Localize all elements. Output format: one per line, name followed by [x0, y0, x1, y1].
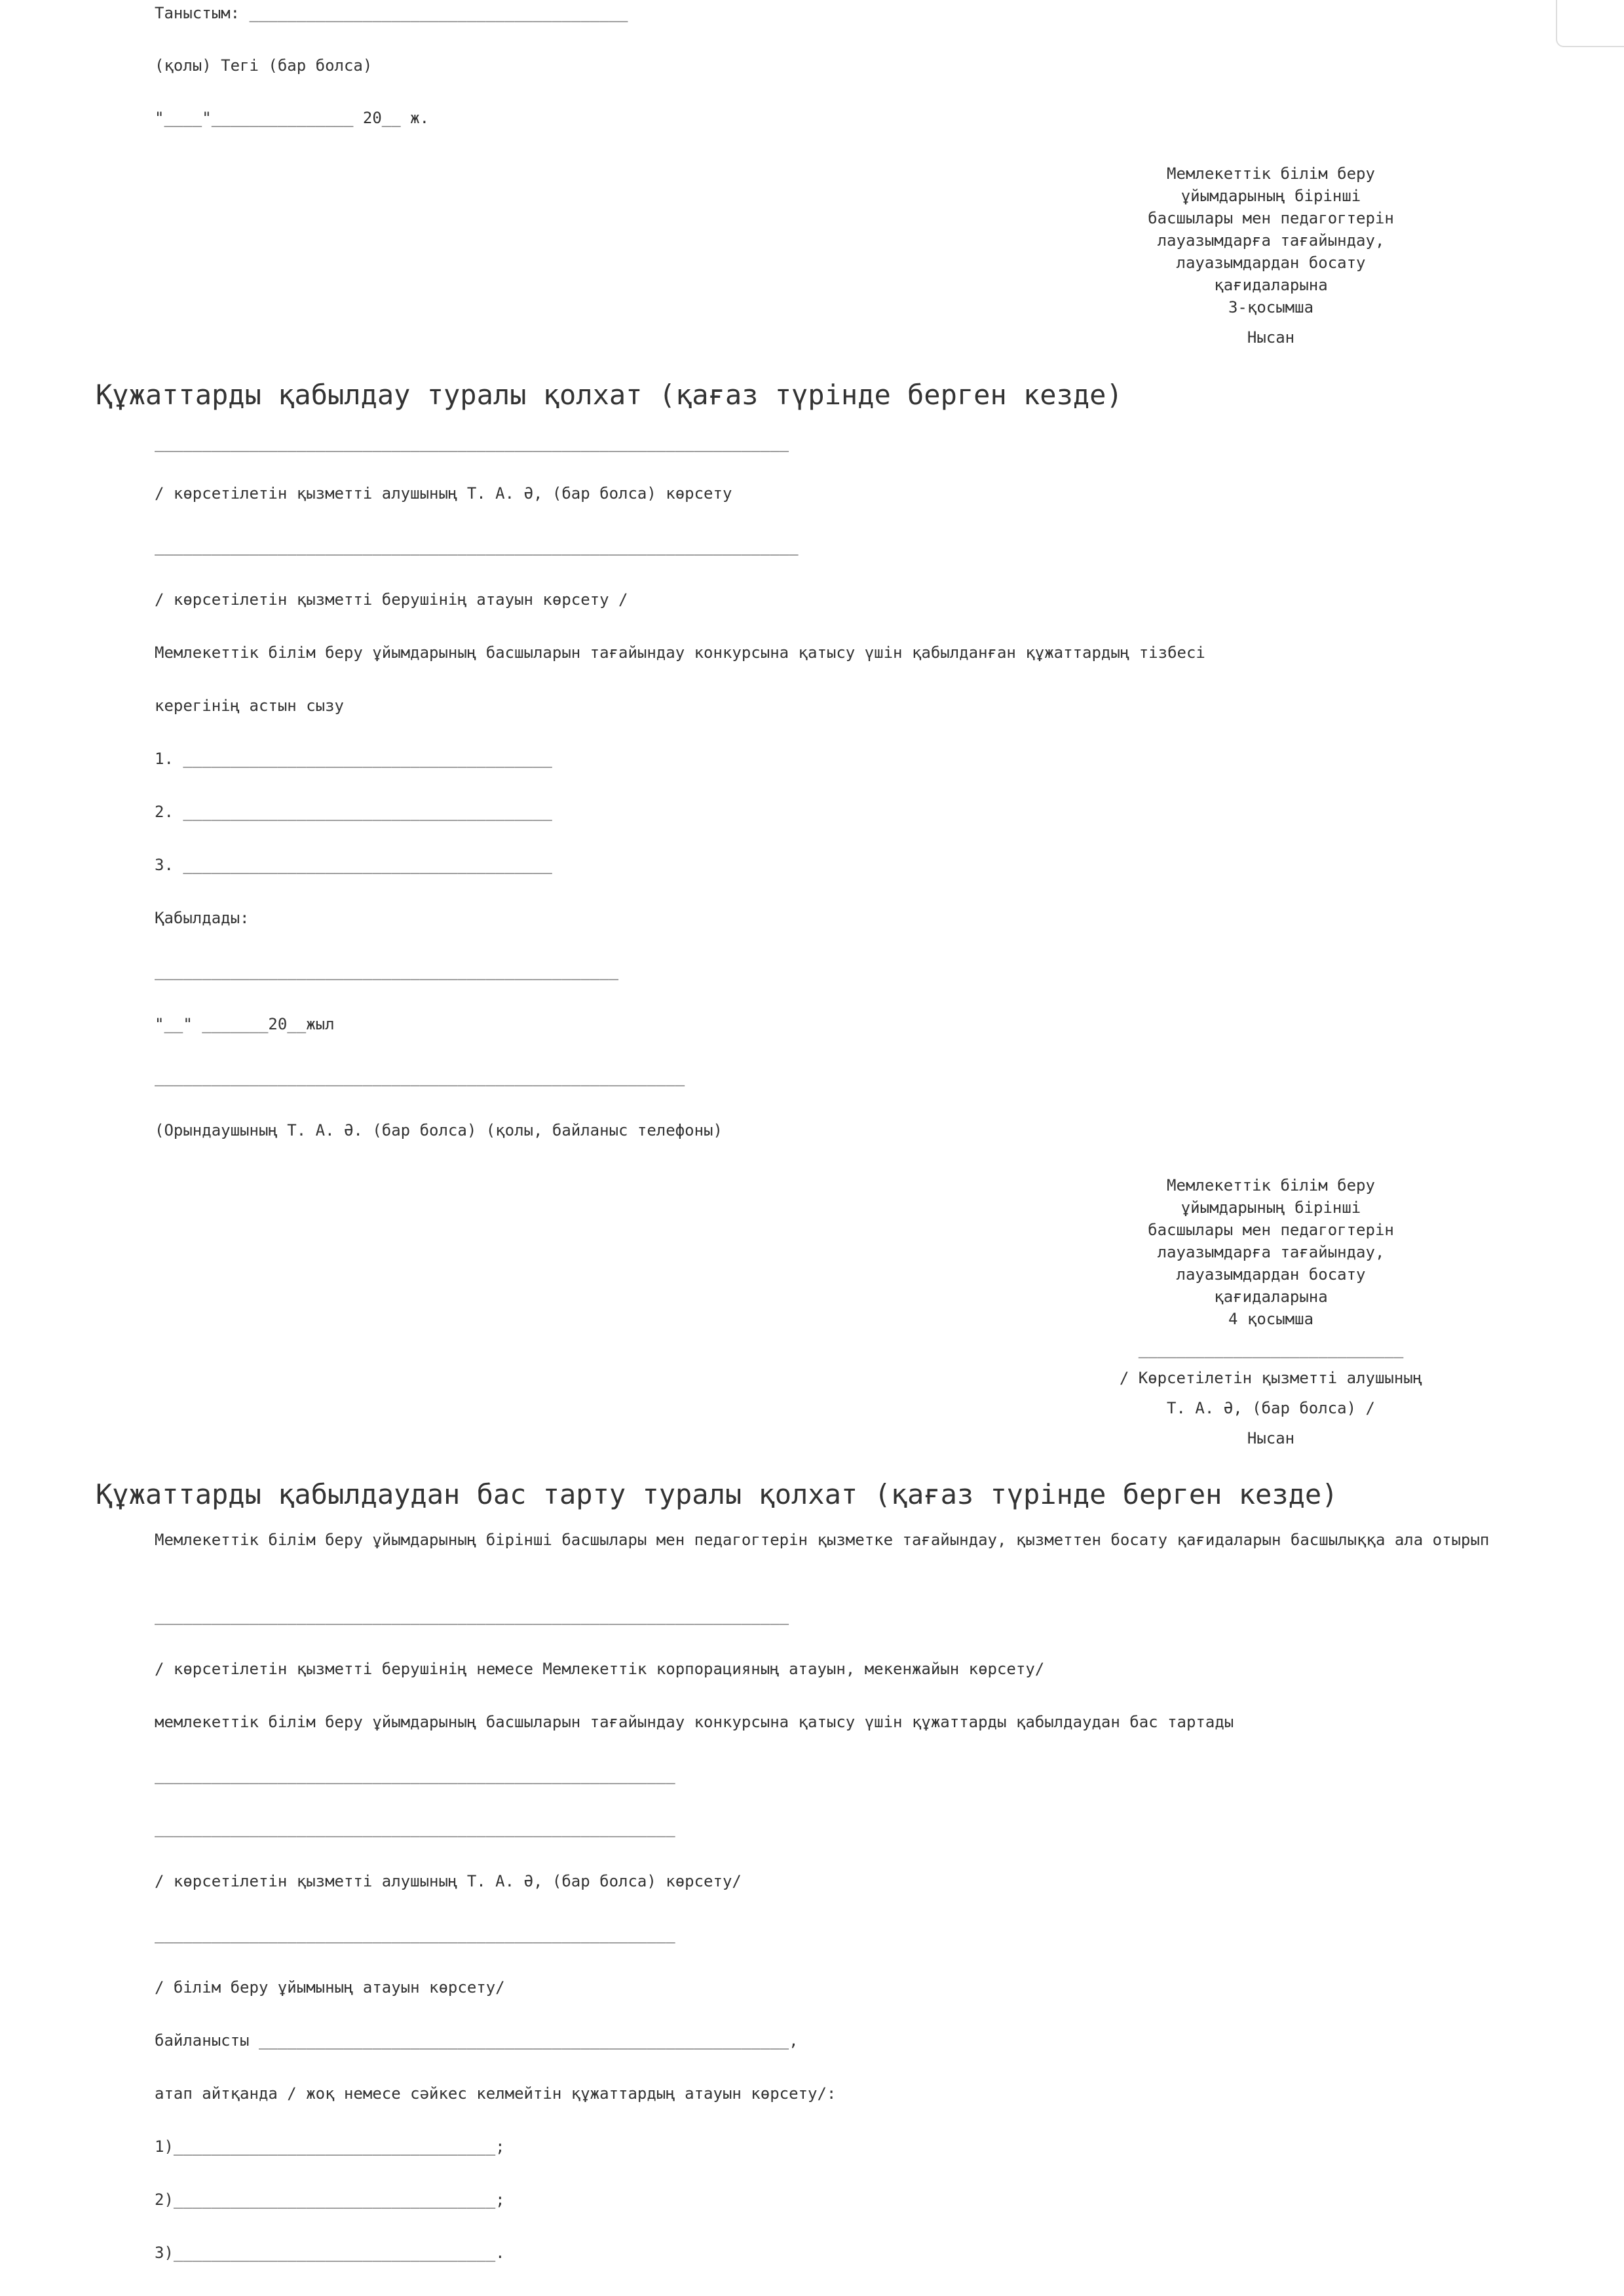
documents-list-intro: Мемлекеттік білім беру ұйымдарының басшыларын тағайындау конкурсына қатысу үшін қабылданған құжаттардың тізбесі — [155, 643, 1205, 662]
form-label: Нысан — [1247, 1429, 1295, 1447]
refusal-statement: мемлекеттік білім беру ұйымдарының басшыларын тағайындау конкурсына қатысу үшін құжаттарды қабылдаудан бас тартады — [155, 1713, 1234, 1731]
section-2-title: Құжаттарды қабылдаудан бас тарту туралы қолхат (қағаз түрінде берген кезде) — [96, 1478, 1338, 1510]
executor-caption: (Орындаушының Т. А. Ә. (бар болса) (қолы, байланыс телефоны) — [155, 1121, 723, 1139]
contact-line: байланысты ________________________________________________________, — [155, 2031, 799, 2050]
stamp-line: лауазымдардан босату — [1176, 254, 1366, 272]
page-corner-fold — [1556, 0, 1624, 47]
missing-document-item-1: 1)__________________________________; — [155, 2137, 505, 2156]
stamp-line: лауазымдарға тағайындау, — [1157, 231, 1385, 250]
document-item-1: 1. _______________________________________ — [155, 750, 552, 768]
recipient-caption: Т. А. Ә, (бар болса) / — [1167, 1399, 1375, 1417]
provider-name-line: ____________________________________________________________________ — [155, 537, 799, 556]
form-label: Нысан — [1247, 328, 1295, 347]
executor-line: ________________________________________________________ — [155, 1068, 685, 1086]
acceptance-date-line: "__" _______20__жыл — [155, 1015, 335, 1033]
organization-name-caption: / білім беру ұйымының атауын көрсету/ — [155, 1978, 505, 1997]
organization-name-line: _______________________________________________________ — [155, 1925, 675, 1943]
recipient-line: ____________________________ — [1138, 1340, 1404, 1358]
refusal-intro-paragraph: Мемлекеттік білім беру ұйымдарының бірінші басшылары мен педагогтерін қызметке тағайындау, қызметтен босату қағидаларын басшылыққа ала отырып — [155, 1531, 1490, 1549]
acknowledged-signature-line: Таныстым: ________________________________________ — [155, 4, 628, 22]
blank-line: _______________________________________________________ — [155, 1819, 675, 1837]
appendix-4-stamp — [1107, 1174, 1435, 1449]
stamp-line: 4 қосымша — [1228, 1310, 1314, 1328]
recipient-caption: / Көрсетілетін қызметті алушының — [1119, 1369, 1423, 1387]
recipient-name-caption: / көрсетілетін қызметті алушының Т. А. Ә, (бар болса) көрсету — [155, 484, 732, 503]
stamp-line: қағидаларына — [1214, 276, 1328, 294]
ack-date-line: "____"_______________ 20__ ж. — [155, 109, 430, 127]
stamp-line: лауазымдарға тағайындау, — [1157, 1243, 1385, 1261]
appendix-3-stamp — [1107, 163, 1435, 349]
blank-line: _______________________________________________________ — [155, 1766, 675, 1784]
stamp-line: 3-қосымша — [1228, 298, 1314, 316]
underline-note: керегінің астын сызу — [155, 697, 344, 715]
recipient-name-caption: / көрсетілетін қызметті алушының Т. А. Ә, (бар болса) көрсету/ — [155, 1872, 742, 1890]
stamp-line: Мемлекеттік білім беру — [1167, 164, 1375, 183]
document-item-2: 2. _______________________________________ — [155, 803, 552, 821]
missing-document-item-2: 2)__________________________________; — [155, 2191, 505, 2209]
stamp-line: басшылары мен педагогтерін — [1148, 1221, 1394, 1239]
accepted-by-line: _________________________________________________ — [155, 962, 619, 980]
accepted-label: Қабылдады: — [155, 909, 250, 927]
signature-caption: (қолы) Тегі (бар болса) — [155, 56, 373, 75]
recipient-name-line: ___________________________________________________________________ — [155, 434, 789, 452]
stamp-line: басшылары мен педагогтерін — [1148, 209, 1394, 227]
provider-name-line: ___________________________________________________________________ — [155, 1607, 789, 1625]
stamp-line: лауазымдардан босату — [1176, 1265, 1366, 1284]
missing-documents-caption: атап айтқанда / жоқ немесе сәйкес келмейтін құжаттардың атауын көрсету/: — [155, 2084, 837, 2103]
missing-document-item-3: 3)__________________________________. — [155, 2244, 505, 2262]
document-item-3: 3. _______________________________________ — [155, 856, 552, 874]
stamp-line: ұйымдарының бірінші — [1180, 187, 1361, 205]
stamp-line: қағидаларына — [1214, 1288, 1328, 1306]
stamp-line: Мемлекеттік білім беру — [1167, 1176, 1375, 1195]
provider-name-caption: / көрсетілетін қызметті берушінің немесе Мемлекеттік корпорацияның атауын, мекенжайын көрсету/ — [155, 1660, 1045, 1678]
section-1-title: Құжаттарды қабылдау туралы қолхат (қағаз түрінде берген кезде) — [96, 379, 1123, 411]
provider-name-caption: / көрсетілетін қызметті берушінің атауын көрсету / — [155, 590, 628, 609]
stamp-line: ұйымдарының бірінші — [1180, 1198, 1361, 1217]
